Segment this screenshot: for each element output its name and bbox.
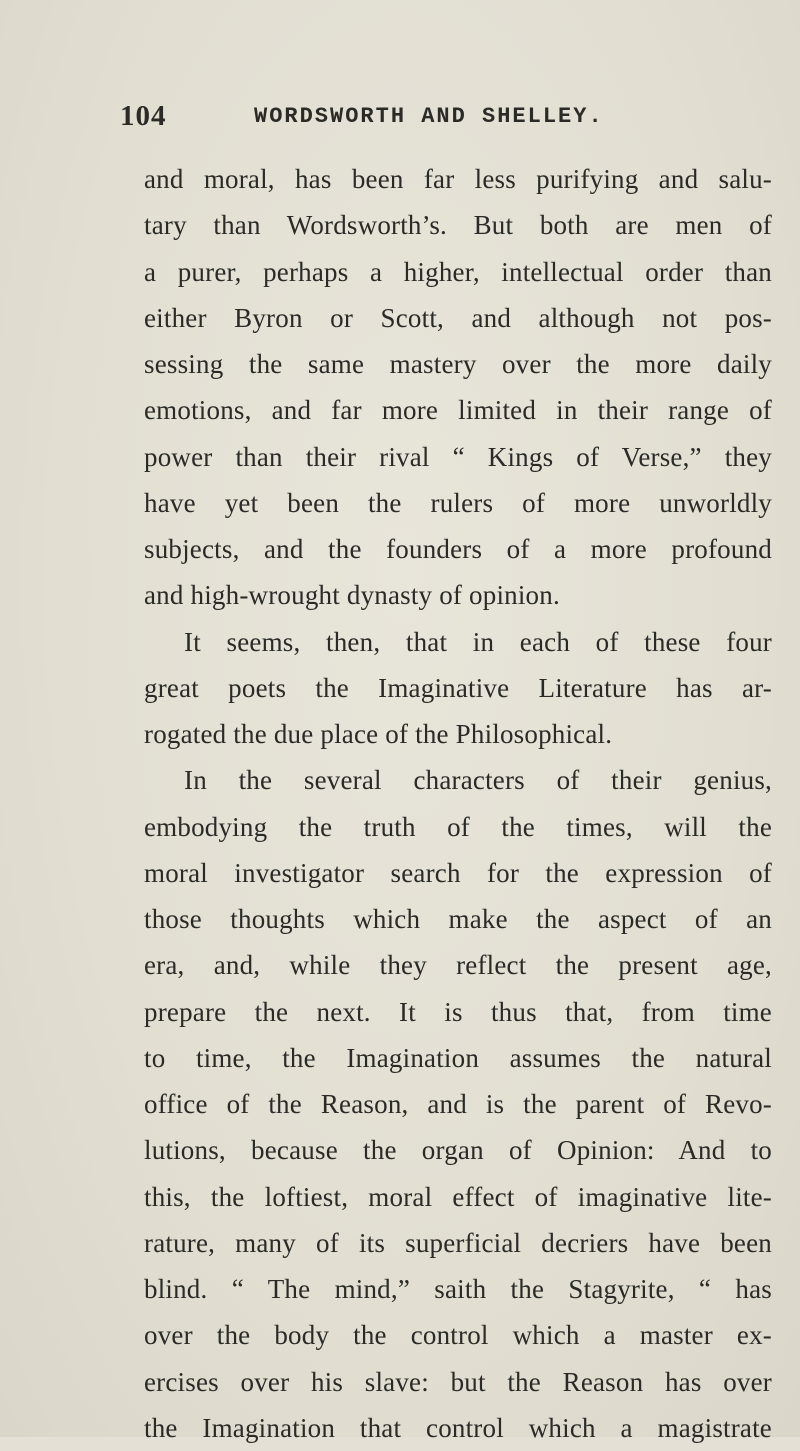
text-line: moral investigator search for the expression of: [144, 857, 772, 888]
body-text: [144, 156, 772, 1451]
text-line: sessing the same mastery over the more daily: [144, 349, 772, 379]
text-line: embodying the truth of the times, will the: [144, 811, 772, 842]
text-line: and moral, has been far less purifying and salu-: [144, 164, 772, 194]
text-line: ercises over his slave: but the Reason has over: [144, 1366, 772, 1397]
text-line: blind. “ The mind,” saith the Stagyrite, “ has: [144, 1274, 772, 1304]
text-line: and high-wrought dynasty of opinion.: [144, 580, 560, 611]
text-line: great poets the Imaginative Literature has ar-: [144, 672, 772, 703]
text-line: rogated the due place of the Philosophical.: [144, 719, 613, 749]
text-line: this, the loftiest, moral effect of imaginative lite-: [144, 1181, 772, 1212]
text-line: lutions, because the organ of Opinion: And to: [144, 1135, 772, 1166]
text-line: prepare the next. It is thus that, from time: [144, 996, 772, 1027]
text-line: tary than Wordsworth’s. But both are men of: [144, 210, 772, 241]
text-line: to time, the Imagination assumes the natural: [144, 1042, 772, 1073]
running-head: WORDSWORTH AND SHELLEY.: [254, 104, 604, 129]
text-line: era, and, while they reflect the present age,: [144, 950, 772, 981]
text-line: have yet been the rulers of more unworldly: [144, 487, 772, 518]
text-line: office of the Reason, and is the parent of Revo-: [144, 1089, 772, 1119]
page-number: 104: [120, 100, 167, 132]
text-line: emotions, and far more limited in their range of: [144, 395, 772, 426]
text-line: power than their rival “ Kings of Verse,” they: [144, 441, 772, 472]
text-line: subjects, and the founders of a more profound: [144, 534, 772, 564]
text-line: over the body the control which a master ex-: [144, 1320, 772, 1351]
text-line: It seems, then, that in each of these four: [184, 626, 772, 657]
text-line: the Imagination that control which a magistrate: [144, 1412, 772, 1443]
text-line: In the several characters of their genius,: [184, 765, 772, 796]
text-line: those thoughts which make the aspect of an: [144, 904, 772, 934]
text-line: rature, many of its superficial decriers have been: [144, 1227, 772, 1258]
text-line: either Byron or Scott, and although not pos-: [144, 302, 772, 333]
page-header: [120, 100, 760, 140]
text-line: a purer, perhaps a higher, intellectual order than: [144, 256, 772, 287]
